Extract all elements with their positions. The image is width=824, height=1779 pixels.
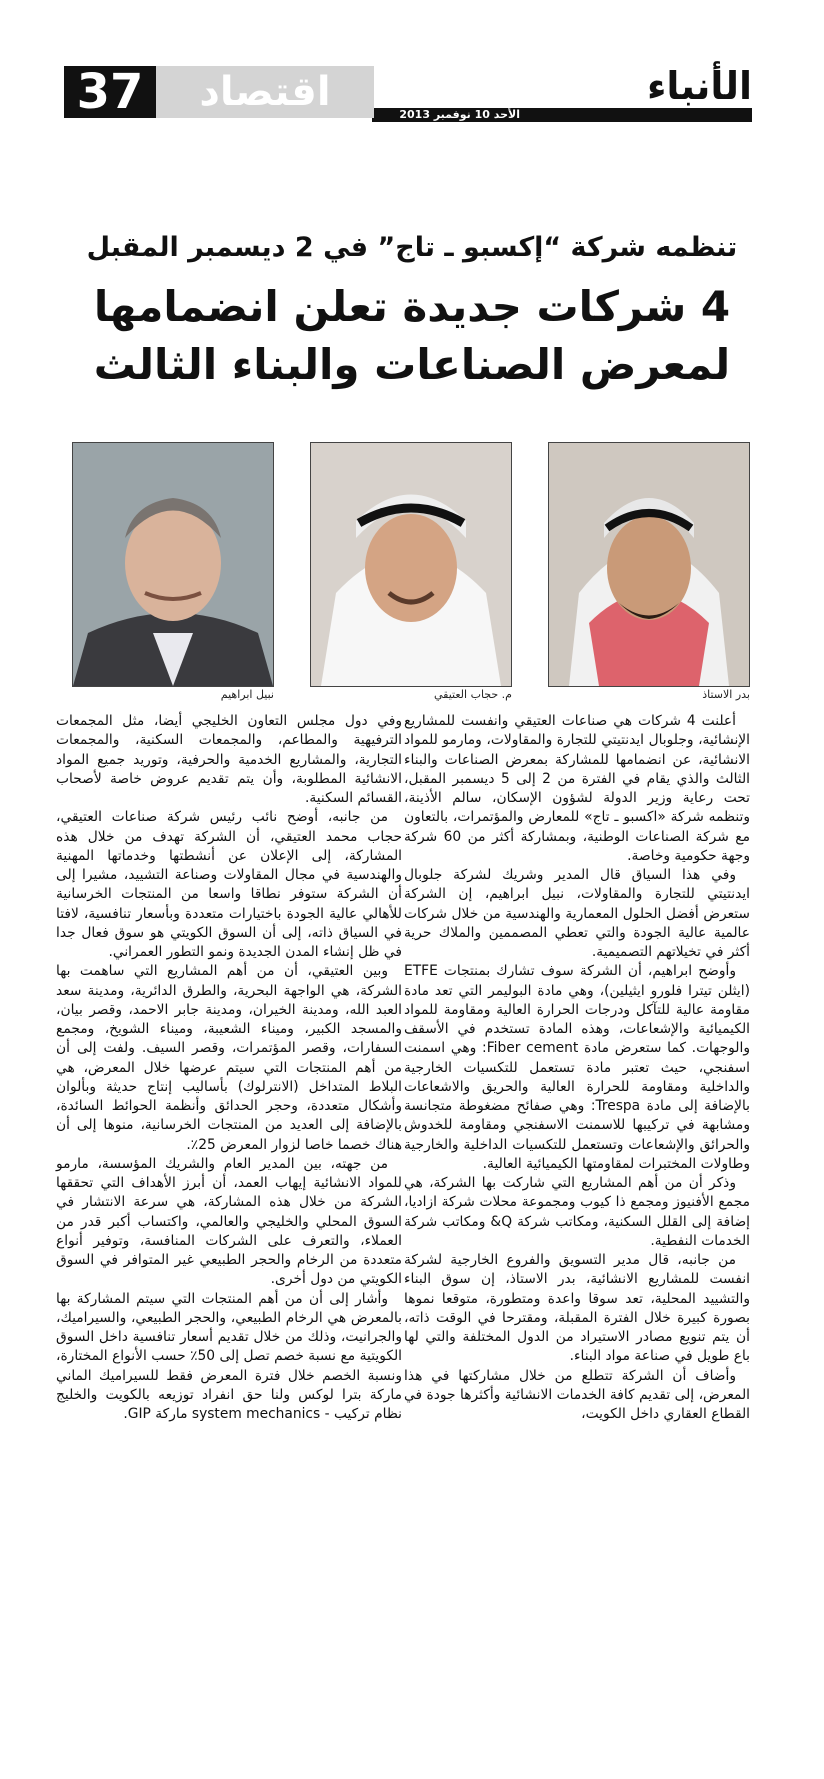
photo-caption-1: بدر الاستاذ <box>702 688 750 701</box>
headline-line-2: لمعرض الصناعات والبناء الثالث <box>93 340 731 389</box>
page-number: 37 <box>64 66 156 118</box>
newspaper-logo: الأنباء <box>646 64 752 108</box>
body-paragraph: وأشار إلى أن من أهم المنتجات التي سيتم المشاركة بها بالمعرض هي الرخام الطبيعي، والحجر الطبيعي، والسيراميك، والجرانيت، وذلك من خلال تقديم أسعار تنافسية داخل السوق الكويتية مع نسبة خصم تصل إلى 50٪ حسب الأنواع المختارة، ونسبة الخصم خلال فترة المعرض فقط للسيراميك الماني ماركة بترا لوكس ولنا حق انفراد توزيعه بالكويت والخليج نظام تركيب - system mechanics ماركة GIP. <box>56 1290 402 1422</box>
body-paragraph: أعلنت 4 شركات هي صناعات العتيقي وانفست للمشاريع الإنشائية، وجلوبال ايدنتيتي للتجارة والمقاولات، ومارمو للمواد الانشائية، عن انضمامها للمشاركة بمعرض الصناعات والبناء الثالث والذي يقام في الفترة من 2 إلى 5 ديسمبر المقبل، تحت رعاية وزير الدولة لشؤون الإسكان، سالم الأذينة، وتنظمه شركة «اكسبو ـ تاج» للمعارض والمؤتمرات، بالتعاون مع شركة الصناعات الوطنية، وبمشاركة أكثر من 60 شركة وجهة حكومية وخاصة. <box>404 713 750 864</box>
body-paragraph: وأوضح ابراهيم، أن الشركة سوف تشارك بمنتجات ETFE (ايثلن تيترا فلورو ايثيلين)، وهي مادة البوليمر التي تعد مادة مقاومة عالية للتآكل ودرجات الحرارة العالية ومقاومة للمواد الكيميائية والإشعاعات، وهذه المادة تستخدم في الأسقف والوجهات. كما ستعرض مادة Fiber cement: وهي اسمنت اسفنجي، حيث تعتبر مادة تستعمل للتكسيات الخارجية والداخلية ومقاومة للحرارة العالية والحريق والاشعاعات بالإضافة إلى مادة Trespa: وهي صفائح مضغوطة متجانسة ومشابهة في تركيبها للاسمنت الاسفنجي ومقاومة للخدوش والحرائق والإشعاعات وتستعمل للتكسيات الداخلية والخارجية وطاولات المختبرات لمقاومتها الكيميائية العالية. <box>404 963 751 1172</box>
article-kicker: تنظمه شركة “إكسبو ـ تاج” في 2 ديسمبر المقبل <box>86 232 738 263</box>
photo-caption-3: نبيل ابراهيم <box>220 688 274 701</box>
photo-portrait-1 <box>548 442 750 687</box>
body-paragraph: وفي دول مجلس التعاون الخليجي أيضا، مثل المجمعات الترفيهية والمطاعم، والمجمعات السكنية، والمجمعات التجارية، والمشاريع الخدمية والحرفية، وتوريد جميع المواد الانشائية المطلوبة، وأن يتم تقديم عروض خاصة لأصحاب القسائم السكنية. <box>56 713 402 806</box>
body-paragraph: من جهته، بين المدير العام والشريك المؤسسة، مارمو للمواد الانشائية إيهاب العمد، أن أبرز الأهداف التي تحققها الشركة من خلال هذه المشاركة، هي سرعة الانتشار في السوق المحلي والخليجي والعالمي، واكتساب أكبر قدر من العملاء، والتعرف على الشركات المنافسة، وتوفير أنواع متعددة من الرخام والحجر الطبيعي غير المتوافر في السوق الكويتي من دول أخرى. <box>56 1155 402 1288</box>
portrait-image <box>549 443 749 686</box>
body-paragraph: وبين العتيقي، أن من أهم المشاريع التي ساهمت بها الشركة، هي الواجهة البحرية، والطرق الدائرية، ومدينة سعد العبد الله، ومدينة الخيران، ومدينة جابر الاحمد، وقصر بيان، والمسجد الكبير، وميناء الشعيبة، وميناء الشويخ، ومجمع السفارات، وقصر المؤتمرات، وقصر السيف. ولفت إلى أن من أهم المنتجات التي سيتم عرضها خلال المعرض، هي البلاط المتداخل (الانترلوك) بأساليب إنتاج حديثة وبألوان وأشكال متعددة، وحجر الحدائق وأنظمة الحوائط السائدة، بالإضافة إلى العديد من المنتجات الخرسانية، منوها إلى أن هناك خصما خاصا لزوار المعرض 25٪. <box>56 963 402 1153</box>
article-column-right <box>404 712 750 1424</box>
photo-portrait-3 <box>72 442 274 687</box>
portrait-image <box>311 443 511 686</box>
portrait-image <box>73 443 273 686</box>
article-column-left <box>56 712 402 1424</box>
photo-caption-2: م. حجاب العتيقي <box>434 688 512 701</box>
body-paragraph: من جانبه، قال مدير التسويق والفروع الخارجية لشركة انفست للمشاريع الانشائية، بدر الاستاذ، إن سوق البناء والتشييد المحلية، تعد سوقا واعدة ومتطورة، متوقعا نموها بصورة كبيرة خلال الفترة المقبلة، ومقترحا في الوقت ذاته، أن يتم تنويع مصادر الاستيراد من الدول المختلفة والتي لها باع طويل في صناعة مواد البناء. <box>404 1252 750 1365</box>
body-paragraph: من جانبه، أوضح نائب رئيس شركة صناعات العتيقي، حجاب محمد العتيقي، أن الشركة تهدف من خلال هذه المشاركة، إلى الإعلان عن أنشطتها وخدماتها المهنية والهندسية في مجال المقاولات وصناعة التشييد، مشيرا إلى أن الشركة ستوفر نطاقا واسعا من المنتجات الخرسانية للأهالي عالية الجودة باختيارات متعددة وبأسعار تنافسية، لافتا في السياق ذاته، إلى أن السوق الكويتي هو سوق فعال جدا في ظل إنشاء المدن الجديدة ونمو التطور العمراني. <box>56 809 402 960</box>
issue-date: الأحد 10 نوفمبر 2013 <box>399 108 520 121</box>
article-headline <box>60 278 764 394</box>
section-header <box>64 66 374 118</box>
photo-portrait-2 <box>310 442 512 687</box>
section-label: اقتصاد <box>156 66 374 118</box>
body-paragraph: وذكر أن من أهم المشاريع التي شاركت بها الشركة، هي مجمع الأفنيوز ومجمع ذا كيوب ومجموعة محلات شركة ازاديا، إضافة إلى القلل السكنية، ومكاتب شركة Q& ومكاتب شركة الخدمات النفطية. <box>404 1175 750 1249</box>
headline-line-1: 4 شركات جديدة تعلن انضمامها <box>93 282 731 331</box>
body-paragraph: وأضاف أن الشركة تتطلع من خلال مشاركتها في هذا المعرض، إلى تقديم كافة الخدمات الانشائية وأكثرها جودة في القطاع العقاري داخل الكويت، <box>404 1367 750 1422</box>
masthead-brand <box>372 66 752 122</box>
body-paragraph: وفي هذا السياق قال المدير وشريك لشركة جلوبال ايدنتيتي للتجارة والمقاولات، نبيل ابراهيم، إن الشركة ستعرض أفضل الحلول المعمارية والهندسية من خلال شركات عالمية عالية الجودة والتي تعطي المصممين والملاك حرية أكثر في تخيلاتهم التصميمية. <box>404 867 750 960</box>
